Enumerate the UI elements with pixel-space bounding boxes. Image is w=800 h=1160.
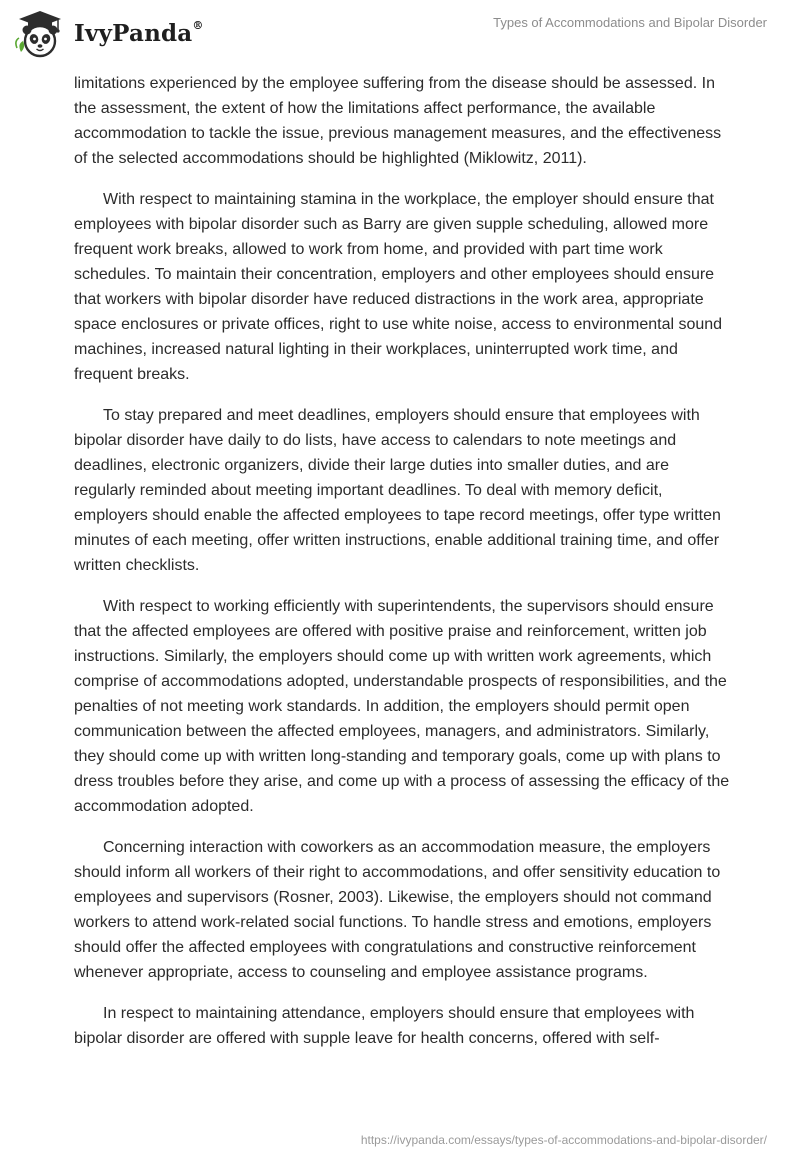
paragraph-stamina-concentration: With respect to maintaining stamina in the workplace, the employer should ensure that employees with bipolar disorder such as Barry are given supple scheduling, allowed more frequent work breaks, allowed to work from home, and provided with part time work schedules. To maintain their concentration, employers and other employees should ensure that workers with bipolar disorder have reduced distractions in the work area, appropriate space enclosures or private offices, right to use white noise, access to environmental sound machines, increased natural lighting in their workplaces, uninterrupted work time, and frequent breaks.: [74, 191, 723, 383]
essay-body: [74, 71, 734, 1067]
paragraph-supervisors: With respect to working efficiently with superintendents, the supervisors should ensure that the affected employees are offered with positive praise and reinforcement, written job instructions. Similarly, the employers should come up with written work agreements, which comprise of accommodations adopted, understandable prospects of responsibilities, and the penalties of not meeting work standards. In addition, the employers should permit open communication between the affected employees, managers, and administrators. Similarly, they should come up with written long-standing and temporary goals, come up with plans to dress troubles before they arise, and come up with a process of assessing the efficacy of the accommodation adopted.: [74, 598, 730, 815]
panda-logo-icon: [14, 8, 66, 60]
ivypanda-logo[interactable]: [14, 8, 204, 60]
paragraph-deadlines-memory: To stay prepared and meet deadlines, employers should ensure that employees with bipolar disorder have daily to do lists, have access to calendars to note meetings and deadlines, electronic organizers, divide their large duties into smaller duties, and are regularly reminded about meeting important deadlines. To deal with memory deficit, employers should enable the affected employees to tape record meetings, offer type written minutes of each meeting, offer written instructions, enable additional training time, and offer written checklists.: [74, 407, 721, 574]
page-header: [0, 0, 800, 70]
paragraph-coworkers-stress: Concerning interaction with coworkers as an accommodation measure, the employers should inform all workers of their right to accommodations, and offer sensitivity education to employees and supervisors (Rosner, 2003). Likewise, the employers should not command workers to attend work-related social functions. To handle stress and emotions, employers should offer the affected employees with congratulations and constructive reinforcement whenever appropriate, access to counseling and employee assistance programs.: [74, 839, 721, 981]
logo-wordmark: IvyPanda®: [74, 18, 204, 47]
source-url[interactable]: https://ivypanda.com/essays/types-of-accommodations-and-bipolar-disorder/: [360, 1133, 767, 1147]
document-title: Types of Accommodations and Bipolar Disorder: [493, 15, 767, 30]
paragraph-continuation: limitations experienced by the employee suffering from the disease should be assessed. In the assessment, the extent of how the limitations affect performance, the available accommodation to tackle the issue, previous management measures, and the effectiveness of the selected accommodations should be highlighted (Miklowitz, 2011).: [74, 75, 722, 167]
paragraph-attendance: In respect to maintaining attendance, employers should ensure that employees with bipolar disorder are offered with supple leave for health concerns, offered with self-: [74, 1005, 695, 1047]
